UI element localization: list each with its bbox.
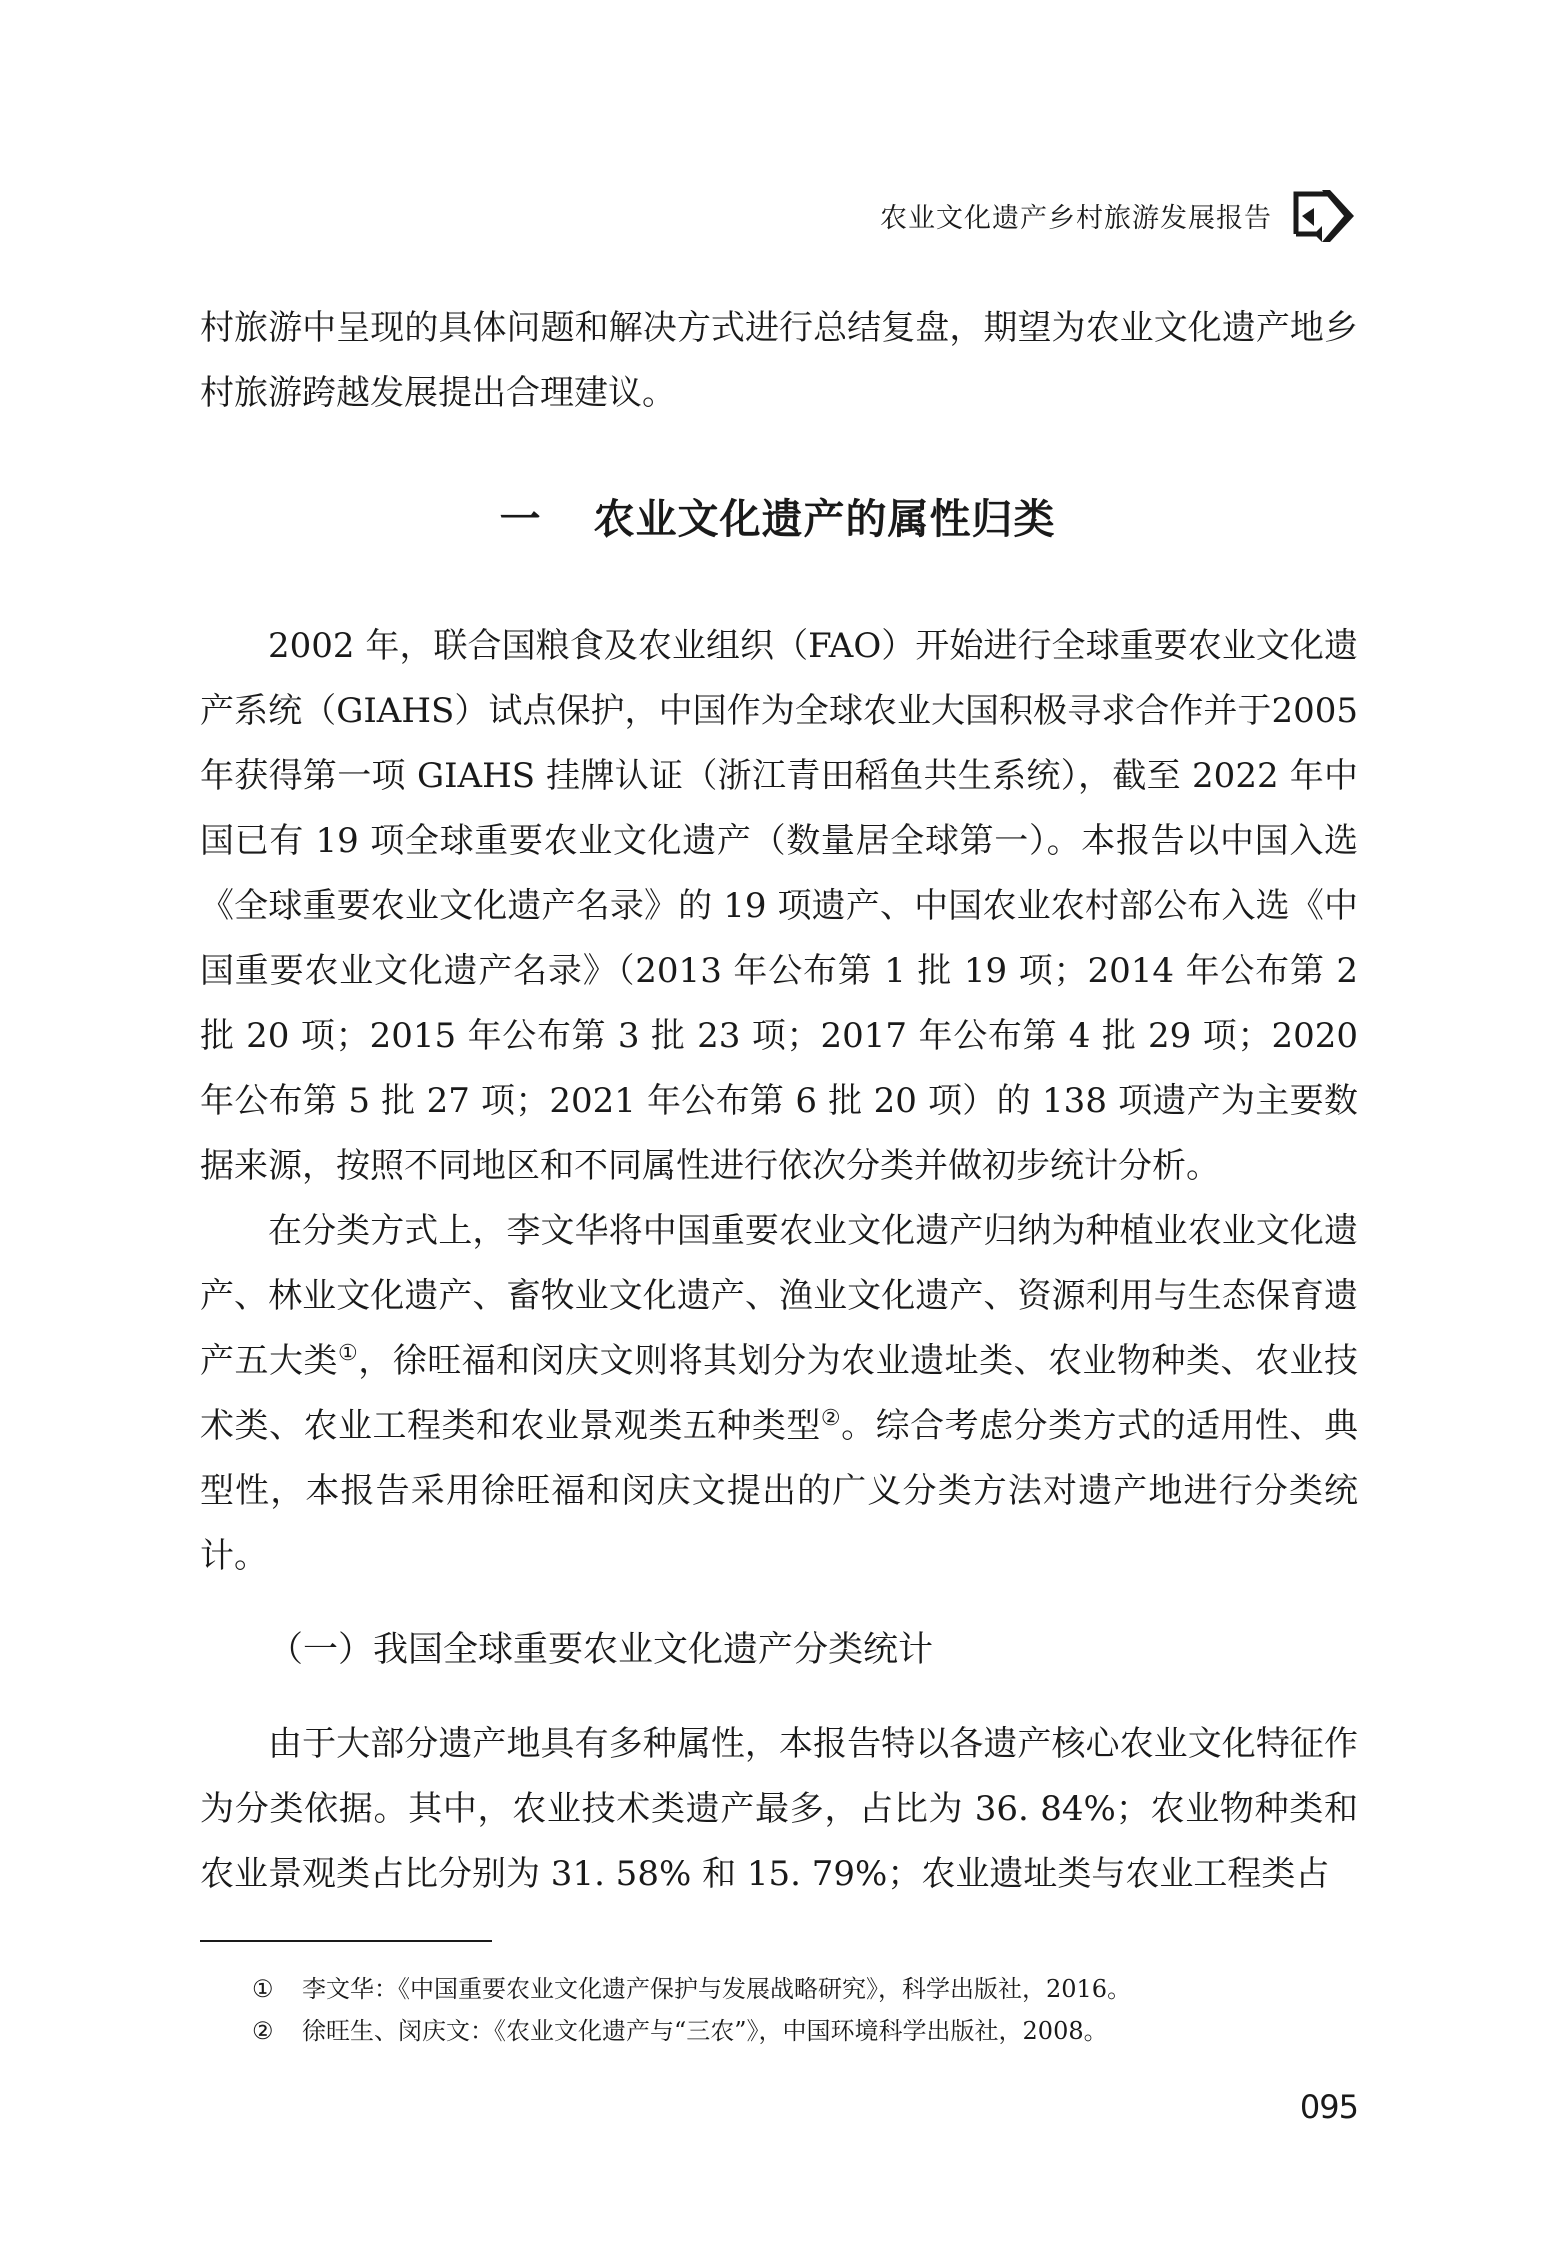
paragraph-classification-methods (200, 1199, 1358, 1589)
footnote-divider (200, 1940, 492, 1942)
footnote-ref-2[interactable]: ② (820, 1406, 842, 1431)
running-header-title: 农业文化遗产乡村旅游发展报告 (880, 203, 1272, 234)
footnote-item (252, 2010, 1352, 2052)
section-number: 一 (499, 495, 542, 543)
book-chevron-icon (1292, 186, 1360, 246)
section-title-text: 农业文化遗产的属性归类 (593, 495, 1056, 543)
main-body (200, 614, 1358, 1589)
statistics-paragraph (200, 1712, 1358, 1907)
footnotes (252, 1968, 1352, 2052)
section-title (0, 486, 1555, 545)
intro-paragraph (200, 296, 1358, 426)
page-number: 095 (1299, 2088, 1358, 2126)
paragraph-classification-part1: 在分类方式上，李文华将中国重要农业文化遗产归纳为种植业农业文化遗产、林业文化遗产、畜牧业文化遗产、渔业文化遗产、资源利用与生态保育遗产五大类 (200, 1211, 1358, 1381)
footnote-ref-1[interactable]: ① (337, 1341, 359, 1366)
subsection-title: （一）我国全球重要农业文化遗产分类统计 (268, 1630, 934, 1670)
footnote-mark: ① (252, 1975, 274, 2003)
paragraph-classification-part3: 。综合考虑分类方式的适用性、典型性，本报告采用徐旺福和闵庆文提出的广义分类方法对遗产地进行分类统计。 (200, 1406, 1358, 1576)
footnote-mark: ② (252, 2017, 274, 2045)
footnote-text: 徐旺生、闵庆文：《农业文化遗产与“三农”》，中国环境科学出版社，2008。 (302, 2017, 1108, 2045)
footnote-item (252, 1968, 1352, 2010)
intro-paragraph-text: 村旅游中呈现的具体问题和解决方式进行总结复盘，期望为农业文化遗产地乡村旅游跨越发展提出合理建议。 (200, 308, 1358, 413)
paragraph-classification-part2: ，徐旺福和闵庆文则将其划分为农业遗址类、农业物种类、农业技术类、农业工程类和农业景观类五种类型 (200, 1341, 1359, 1446)
paragraph-giahs-history: 2002 年，联合国粮食及农业组织（FAO）开始进行全球重要农业文化遗产系统（GIAHS）试点保护，中国作为全球农业大国积极寻求合作并于2005 年获得第一项 GIAHS 挂牌认证（浙江青田稻鱼共生系统），截至 2022 年中国已有 19 项全球重要农业文化遗产（数量居全球第一）。本报告以中国入选《全球重要农业文化遗产名录》的 19 项遗产、中国农业农村部公布入选《中国重要农业文化遗产名录》（2013 年公布第 1 批 19 项；2014 年公布第 2 批 20 项；2015 年公布第 3 批 23 项；2017 年公布第 4 批 29 项；2020 年公布第 5 批 27 项；2021 年公布第 6 批 20 项）的 138 项遗产为主要数据来源，按照不同地区和不同属性进行依次分类并做初步统计分析。 (200, 626, 1358, 1186)
footnote-text: 李文华：《中国重要农业文化遗产保护与发展战略研究》，科学出版社，2016。 (302, 1975, 1132, 2003)
paragraph-statistics: 由于大部分遗产地具有多种属性，本报告特以各遗产核心农业文化特征作为分类依据。其中，农业技术类遗产最多，占比为 36. 84%；农业物种类和农业景观类占比分别为 31. 58% 和 15. 79%；农业遗址类与农业工程类占 (200, 1724, 1358, 1894)
